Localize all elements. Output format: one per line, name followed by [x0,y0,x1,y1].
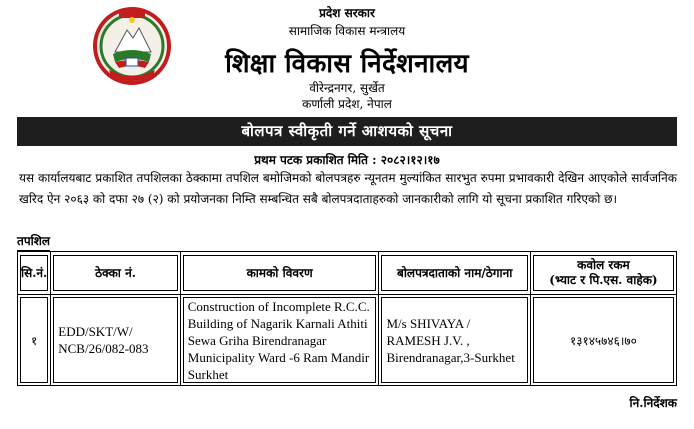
directorate-title: शिक्षा विकास निर्देशनालय [225,49,469,79]
ministry-label: सामाजिक विकास मन्त्रालय [288,24,406,38]
col-contract-no: ठेक्का नं. [51,252,181,295]
bid-table [17,251,677,386]
col-bidder: बोलपत्रदाताको नाम/ठेगाना [379,252,530,295]
cell-bidder: M/s SHIVAYA / RAMESH J.V. , Birendranagar,3-Surkhet [379,295,530,386]
col-amount-note: (भ्याट र पि.एस. वाहेक) [549,273,658,287]
col-description: कामको विवरण [180,252,379,295]
province-label: कर्णाली प्रदेश, नेपाल [302,97,392,111]
details-label: तपशिल [17,232,50,251]
col-amount-label: कवोल रकम [577,258,630,272]
table-row [18,295,677,386]
government-label: प्रदेश सरकार [319,6,375,20]
table-header-row [18,252,677,295]
cell-contract-no: EDD/SKT/W/ NCB/26/082-083 [51,295,181,386]
cell-serial: १ [18,295,51,386]
notice-body: यस कार्यालयबाट प्रकाशित तपशिलका ठेक्कामा तपशिल बमोजिमको बोलपत्रहरु न्यूनतम मुल्यांकित सारभुत रुपमा प्रभावकारी देखिन आएकोले सार्वजनिक खरिद ऐन २०६३ को दफा २७ (२) को प्रयोजनका निम्ति सम्बन्धित सबै बोलपत्रदाताहरुको जानकारीको लागि यो सूचना प्रकाशित गरिएको छ। [19,171,677,206]
notice-title: बोलपत्र स्वीकृती गर्ने आशयको सूचना [17,117,677,146]
col-serial: सि.नं. [18,252,51,295]
cell-amount: १३१४५७४६।७० [530,295,676,386]
city-label: वीरेन्द्रनगर, सुर्खेत [309,81,385,95]
cell-description: Construction of Incomplete R.C.C. Building of Nagarik Karnali Athiti Sewa Griha Birendranagar Municipality Ward -6 Ram Mandir Surkhet [180,295,379,386]
signature-label: नि.निर्देशक [629,396,677,410]
col-amount [530,252,676,295]
publish-date: प्रथम पटक प्रकाशित मिति : २०८२।१२।१७ [254,153,440,167]
